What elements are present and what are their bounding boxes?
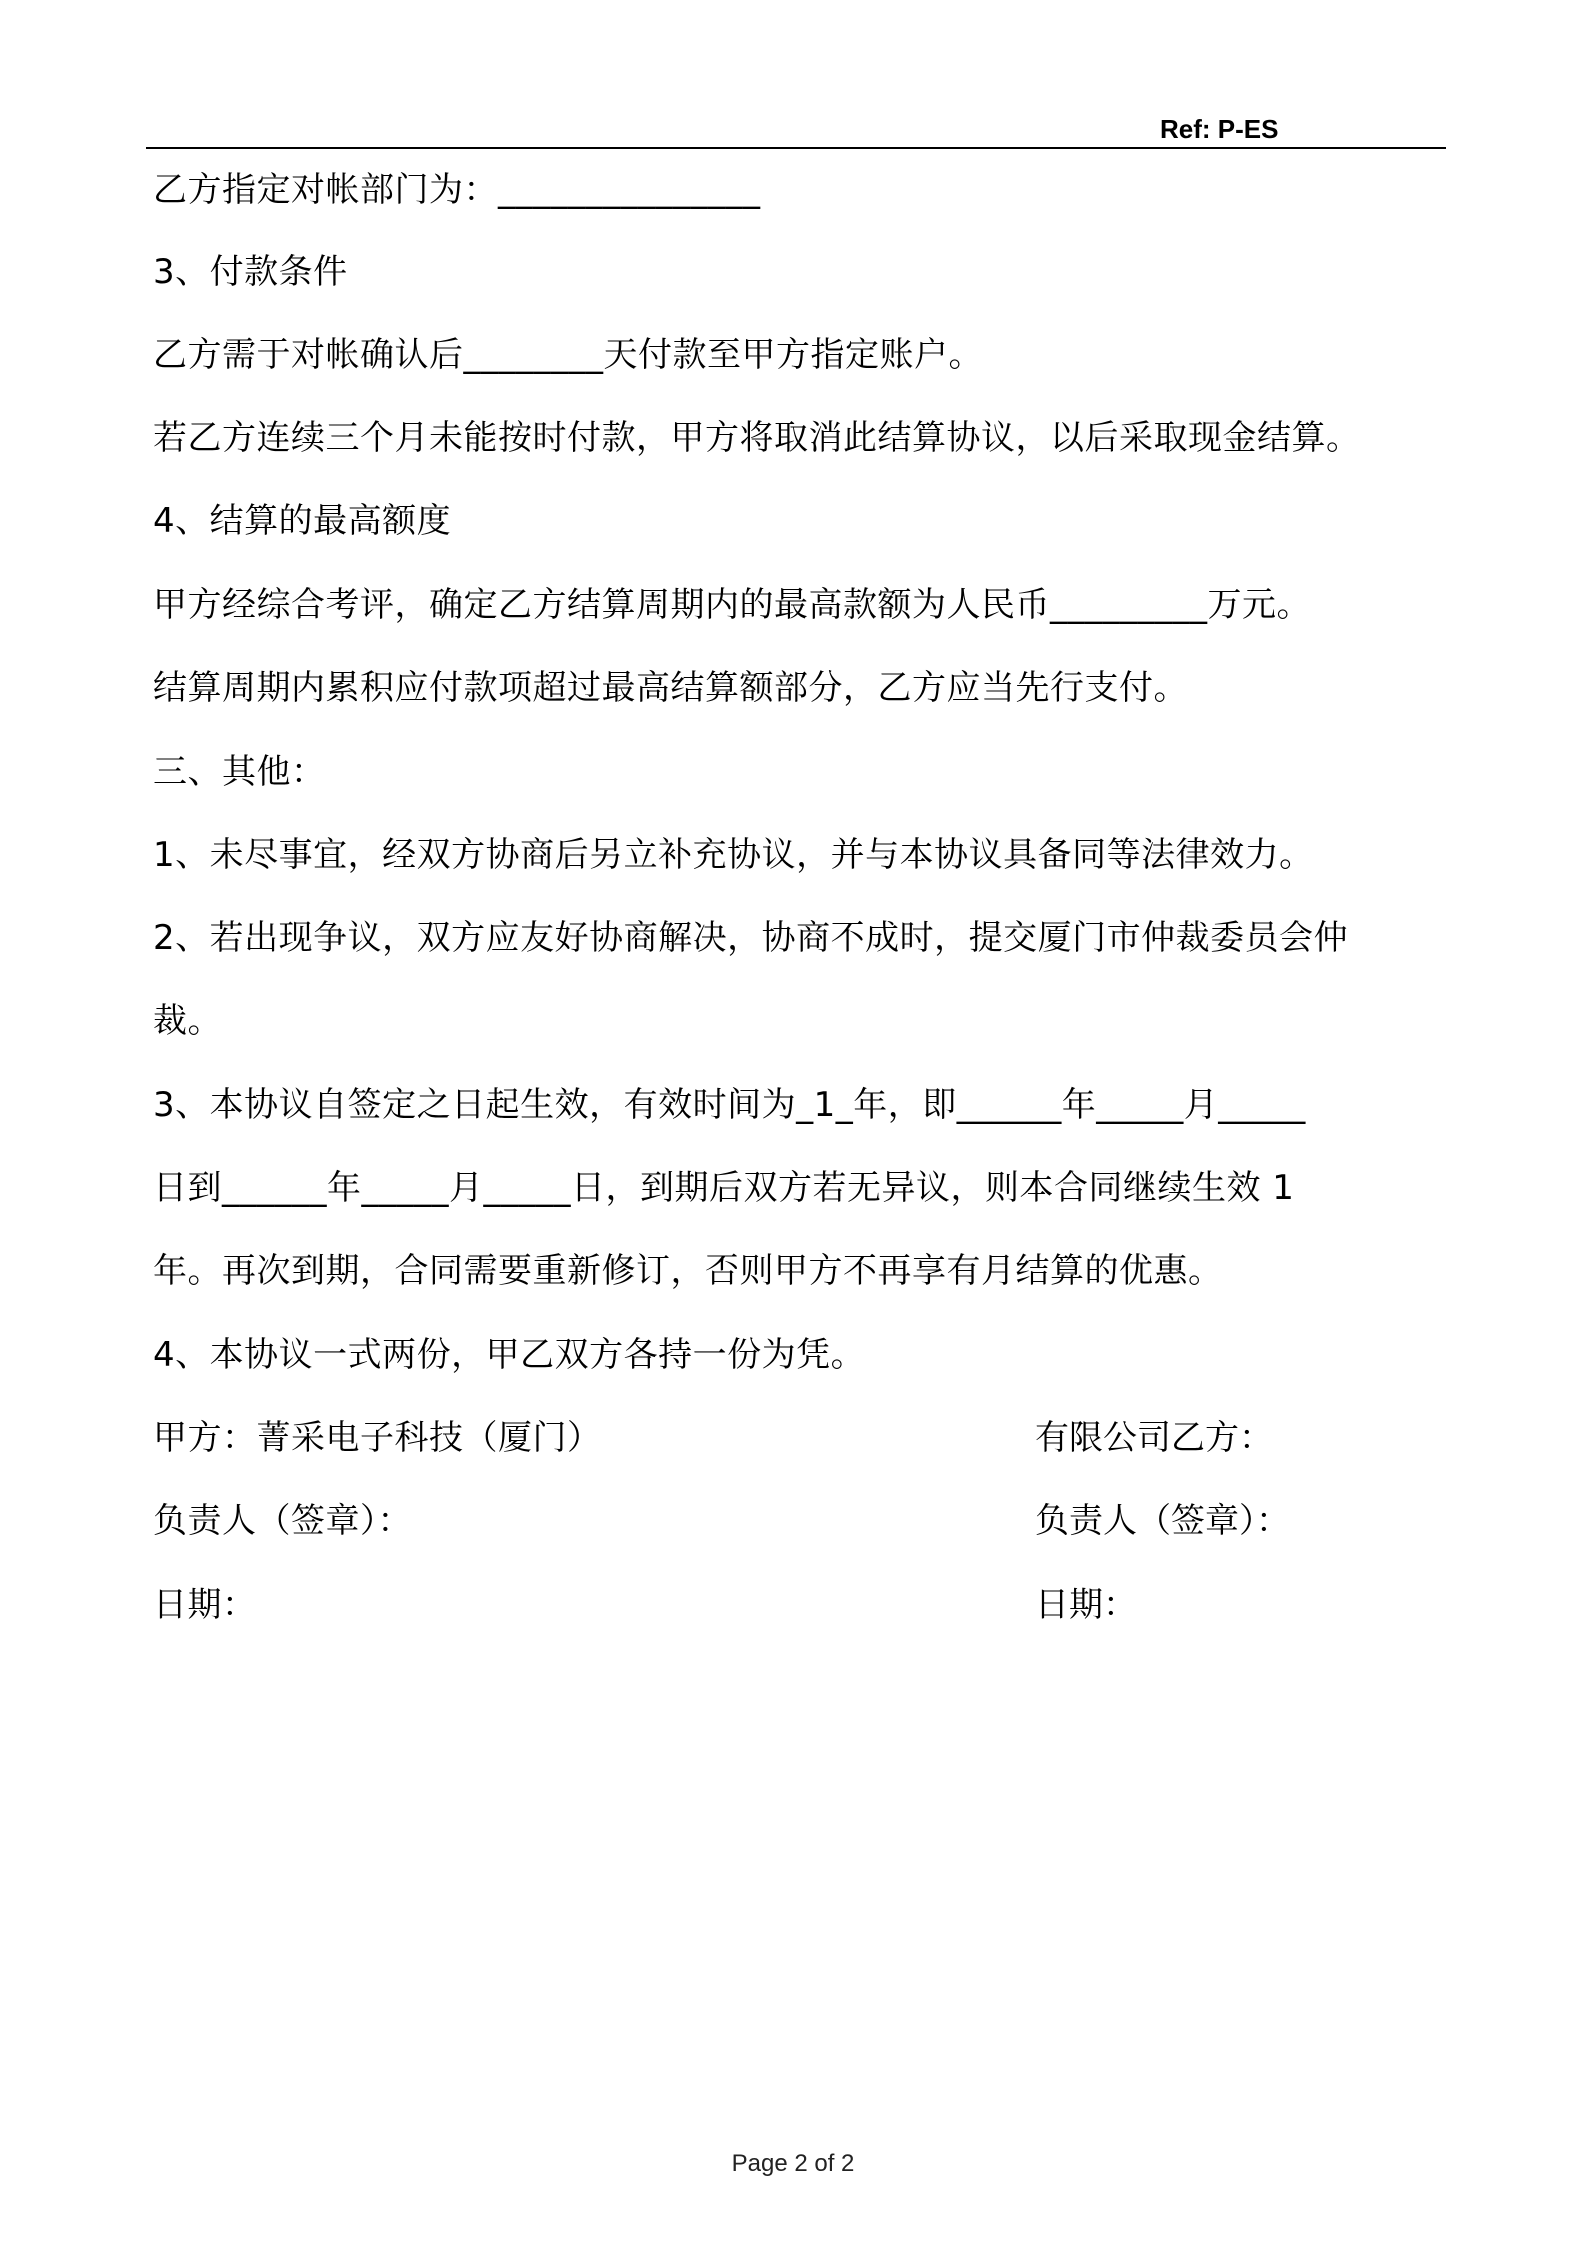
header-ref: Ref: P-ES [1160, 114, 1279, 144]
text-line: 日到______年_____月_____日，到期后双方若无异议，则本合同继续生效 1 [153, 1168, 1295, 1208]
party-b-responsible: 负责人（签章）： [1035, 1501, 1290, 1541]
party-a-label: 甲方：菁采电子科技（厦门） [153, 1418, 602, 1458]
header-divider [146, 147, 1446, 149]
text-line: 3、本协议自签定之日起生效，有效时间为_1_年，即______年_____月_____ [153, 1085, 1306, 1125]
text-line: 年。再次到期，合同需要重新修订，否则甲方不再享有月结算的优惠。 [153, 1251, 1223, 1291]
text-line: 裁。 [153, 1001, 222, 1041]
party-a-date: 日期： [153, 1585, 257, 1625]
text-line: 1、未尽事宜，经双方协商后另立补充协议，并与本协议具备同等法律效力。 [153, 835, 1314, 875]
text-line: 乙方指定对帐部门为：_______________ [153, 170, 761, 210]
page-number: Page 2 of 2 [731, 2150, 855, 2177]
text-line: 4、结算的最高额度 [153, 501, 452, 541]
text-line: 结算周期内累积应付款项超过最高结算额部分，乙方应当先行支付。 [153, 668, 1188, 708]
party-a-responsible: 负责人（签章）： [153, 1501, 412, 1541]
text-line: 4、本协议一式两份，甲乙双方各持一份为凭。 [153, 1335, 866, 1375]
party-b-label: 有限公司乙方： [1035, 1418, 1273, 1458]
text-line: 三、其他： [153, 752, 326, 792]
text-line: 2、若出现争议，双方应友好协商解决，协商不成时，提交厦门市仲裁委员会仲 [153, 918, 1349, 958]
text-line: 甲方经综合考评，确定乙方结算周期内的最高款额为人民币_________万元。 [153, 585, 1311, 625]
text-line: 若乙方连续三个月未能按时付款，甲方将取消此结算协议，以后采取现金结算。 [153, 418, 1361, 458]
party-b-date: 日期： [1035, 1585, 1137, 1625]
text-line: 乙方需于对帐确认后________天付款至甲方指定账户。 [153, 335, 983, 375]
text-line: 3、付款条件 [153, 252, 348, 292]
